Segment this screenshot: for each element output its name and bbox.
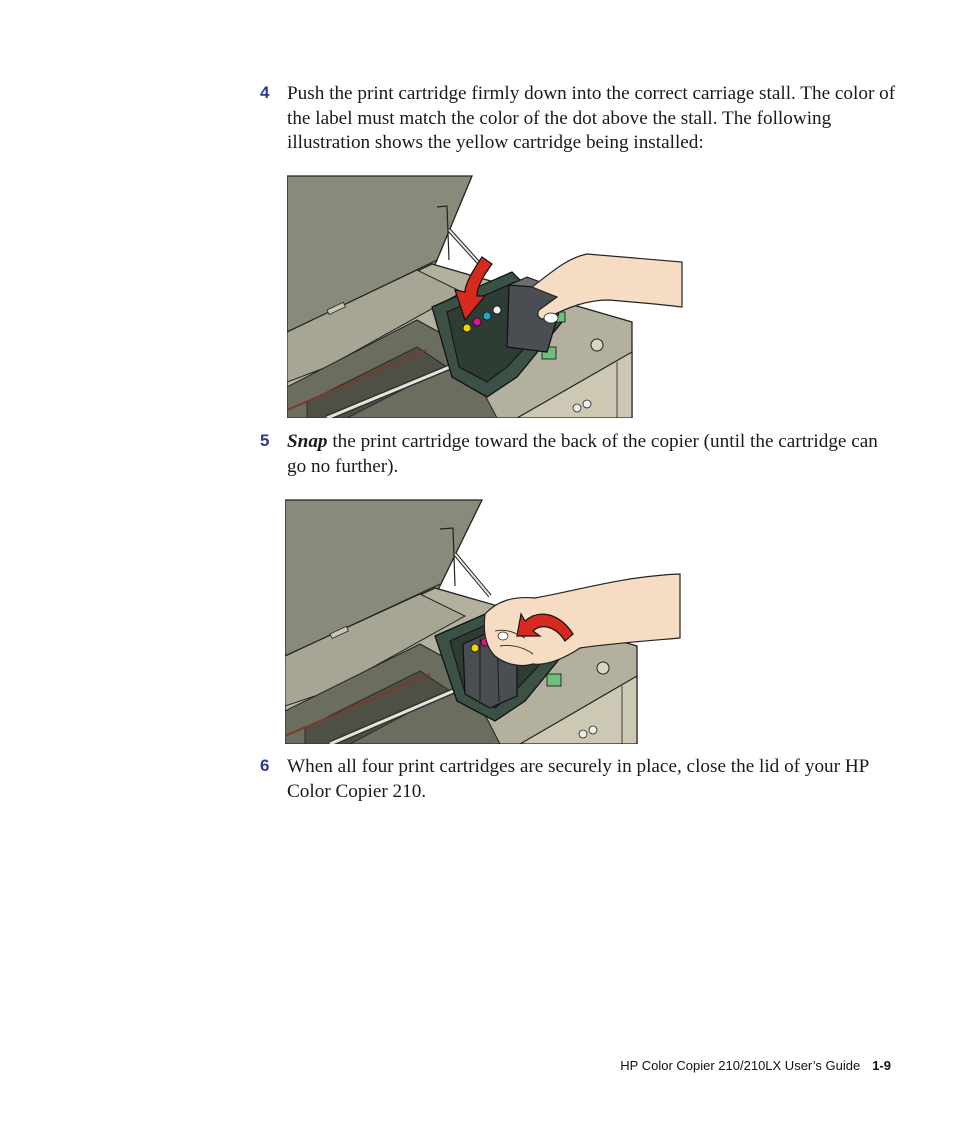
step-number: 6: [260, 756, 270, 775]
step-text-rest: the print cartridge toward the back of the copier (until the cartridge can go no further).: [287, 431, 878, 477]
page-number: 1-9: [872, 1058, 891, 1073]
page-footer: [620, 1058, 891, 1073]
step-text: [287, 430, 897, 479]
cartridge-snap-illustration: [285, 496, 685, 744]
step-number: 4: [260, 83, 270, 102]
guide-title: HP Color Copier 210/210LX User’s Guide: [620, 1058, 861, 1073]
step-number: 5: [260, 431, 270, 450]
emphasis-snap: Snap: [287, 431, 328, 452]
step-text: Push the print cartridge firmly down into the correct carriage stall. The color of the label must match the color of the dot above the stall. The following illustration shows the yellow cartridge being installed:: [287, 83, 896, 154]
cartridge-install-illustration: [287, 172, 687, 418]
step-text: When all four print cartridges are securely in place, close the lid of your HP Color Copier 210.: [287, 756, 869, 802]
